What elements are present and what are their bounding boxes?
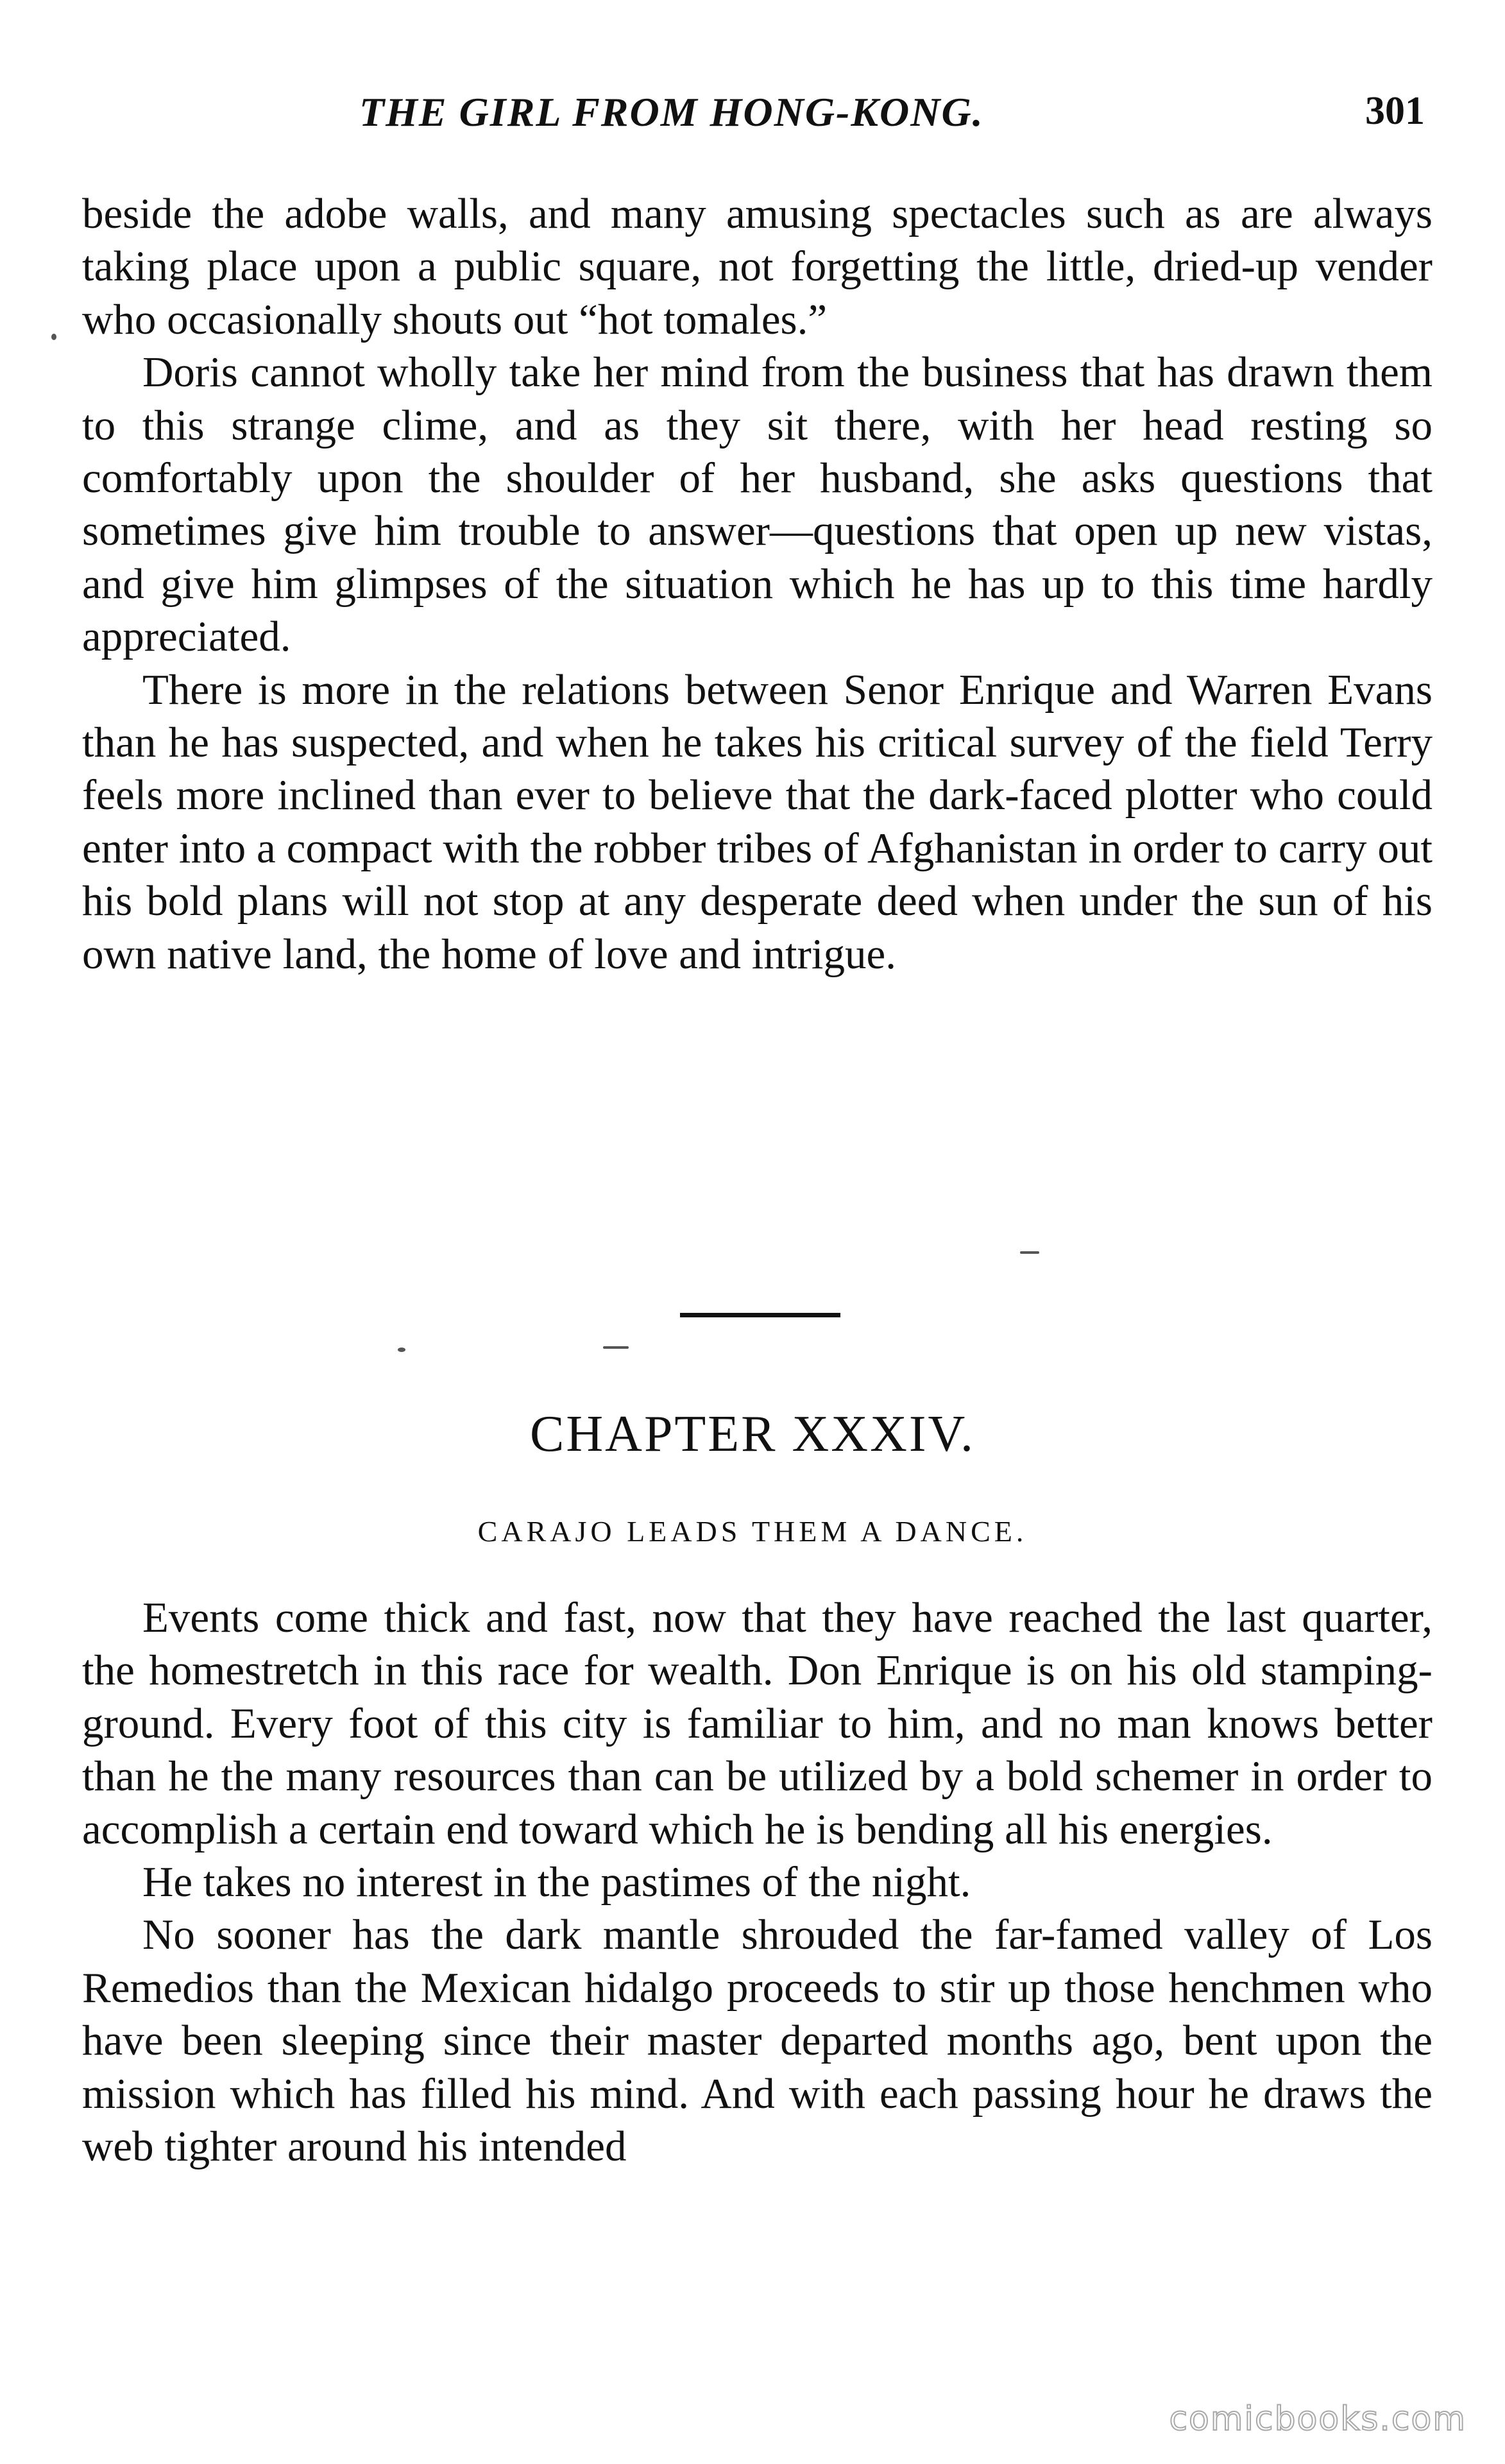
print-speck [51, 334, 56, 340]
chapter-title: CHAPTER XXXIV. [530, 1406, 975, 1462]
print-speck [1020, 1251, 1039, 1254]
paragraph: Doris cannot wholly take her mind from the business that has drawn them to this strange clime, and as they sit there, with her head resting so comfortably upon the shoulder of her husband, she asks questions that sometimes give him trouble to answer—questions that open up new vistas, and give him glimpses of the situation which he has up to this time hardly appreciated. [82, 348, 1433, 661]
print-speck [398, 1348, 405, 1352]
paragraph: He takes no interest in the pastimes of the night. [142, 1858, 971, 1906]
paragraph: beside the adobe walls, and many amusing spectacles such as are always taking place upon a public square, not forgetting the little, dried-up vender who occasionally shouts out “hot tomales.” [82, 190, 1433, 343]
section-divider [680, 1313, 840, 1317]
page-number: 301 [1365, 89, 1425, 133]
watermark: comicbooks.com [1169, 2400, 1467, 2438]
body-text-top [82, 187, 1433, 980]
body-text-bottom [82, 1591, 1433, 2173]
paragraph: Events come thick and fast, now that they have reached the last quarter, the homestretch in this race for wealth. Don Enrique is on his old stamping-ground. Every foot of this city is familiar to him, and no man knows better than he the many resources than can be utilized by a bold schemer in order to accomplish a certain end toward which he is bending all his energies. [82, 1594, 1433, 1853]
chapter-subtitle: CARAJO LEADS THEM A DANCE. [477, 1515, 1028, 1548]
paragraph: There is more in the relations between Senor Enrique and Warren Evans than he has suspected, and when he takes his critical survey of the field Terry feels more inclined than ever to believe that the dark-faced plotter who could enter into a compact with the robber tribes of Afghanistan in order to carry out his bold plans will not stop at any desperate deed when under the sun of his own native land, the home of love and intrigue. [82, 665, 1433, 978]
paragraph: No sooner has the dark mantle shrouded the far-famed valley of Los Remedios than the Mexican hidalgo proceeds to stir up those henchmen who have been sleeping since their master departed months ago, bent upon the mission which has filled his mind. And with each passing hour he draws the web tighter around his intended [82, 1911, 1433, 2171]
running-head: THE GIRL FROM HONG-KONG. [359, 89, 984, 135]
print-speck [603, 1346, 629, 1349]
